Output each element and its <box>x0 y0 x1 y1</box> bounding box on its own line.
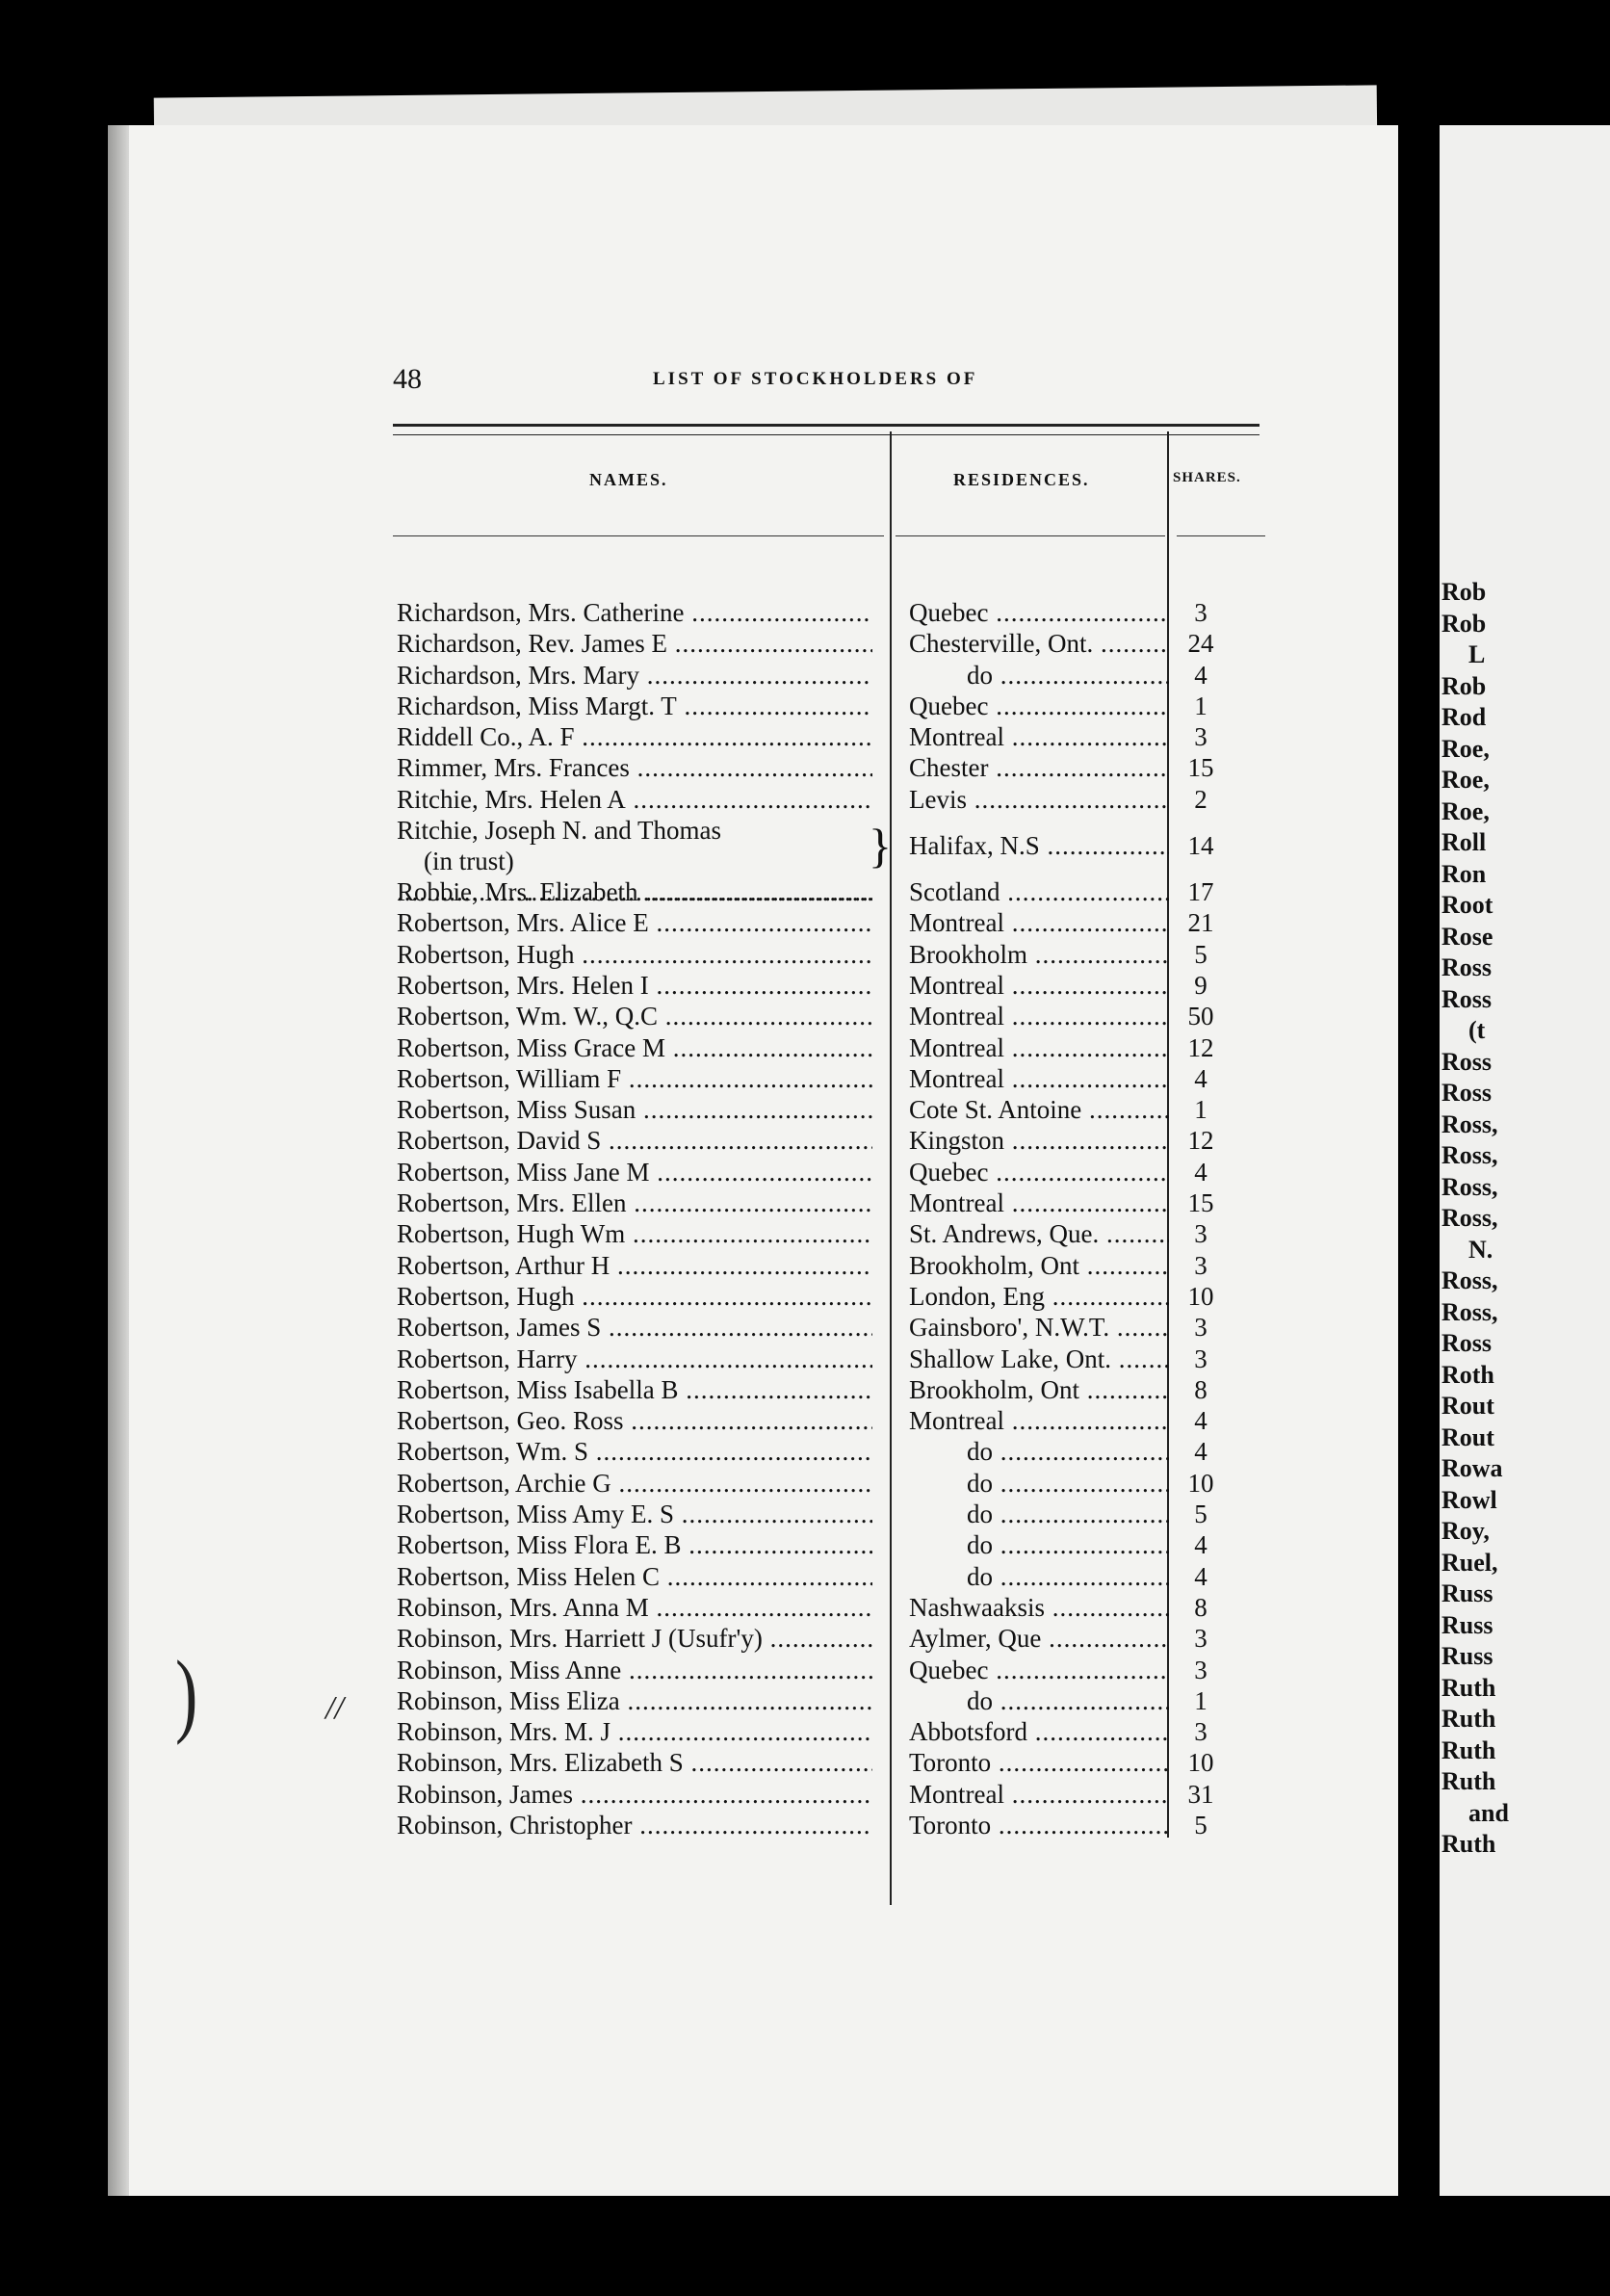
adjacent-page-fragment: Roth <box>1441 1360 1494 1389</box>
stockholder-name <box>397 1810 872 1840</box>
residence-text: Toronto ..... <box>909 1748 1169 1777</box>
shares-count: 3 <box>1194 598 1208 627</box>
adjacent-page-fragment: Ross, <box>1441 1297 1498 1326</box>
table-row <box>397 1032 1263 1063</box>
adjacent-page-fragment: Ross <box>1441 953 1493 981</box>
residence-text: Quebec ..... <box>909 1158 1169 1187</box>
stockholder-name <box>397 1218 872 1249</box>
stockholder-name-text: Robertson, Archie G ..... <box>397 1469 872 1498</box>
residence <box>909 1810 1169 1840</box>
stockholder-name <box>397 752 872 783</box>
residence-text: Quebec ..... <box>909 598 1169 627</box>
residence-text: Cote St. Antoine ..... <box>909 1095 1169 1124</box>
residence <box>909 752 1169 783</box>
residence <box>909 1001 1169 1031</box>
shares-count: 3 <box>1194 1344 1208 1373</box>
shares-count: 1 <box>1194 691 1208 720</box>
stockholder-name <box>397 628 872 659</box>
stockholder-name <box>397 1499 872 1529</box>
stockholder-name-text: Robertson, Mrs. Ellen ..... <box>397 1188 872 1217</box>
adjacent-page-fragment: and <box>1468 1798 1509 1827</box>
residence-text: do ..... <box>909 1530 1169 1559</box>
adjacent-page <box>1440 125 1610 2196</box>
table-row <box>397 876 1263 907</box>
residence <box>909 1125 1169 1156</box>
adjacent-page-fragment: Russ <box>1441 1642 1493 1670</box>
residence <box>909 691 1169 721</box>
running-title: LIST OF STOCKHOLDERS OF <box>653 369 978 389</box>
residence <box>909 721 1169 752</box>
adjacent-page-fragment: Rob <box>1441 578 1487 606</box>
shares-count: 5 <box>1194 939 1208 969</box>
residence <box>909 1374 1169 1405</box>
residence <box>909 1499 1169 1529</box>
stockholder-name <box>397 1344 872 1374</box>
table-row <box>397 1529 1263 1560</box>
residence-text: Montreal ..... <box>909 1064 1169 1093</box>
stockholder-name-text: Robertson, Miss Amy E. S ..... <box>397 1500 872 1528</box>
residence <box>909 970 1169 1001</box>
adjacent-page-fragment: L <box>1468 640 1486 668</box>
residence <box>909 830 1169 861</box>
adjacent-page-fragment: Ruel, <box>1441 1548 1498 1577</box>
stockholder-name-continuation: (in trust) ..... <box>397 847 872 906</box>
stockholder-name-text: Robertson, James S ..... <box>397 1313 872 1342</box>
stockholder-name <box>397 1655 872 1685</box>
table-row <box>397 721 1263 752</box>
stockholder-name <box>397 1468 872 1499</box>
adjacent-page-fragment: Rob <box>1441 609 1487 638</box>
table-row <box>397 1218 1263 1249</box>
residence <box>909 1094 1169 1125</box>
stockholder-name-text: Richardson, Mrs. Catherine ..... <box>397 598 872 627</box>
stockholder-name <box>397 1436 872 1467</box>
residence-text: Kingston ..... <box>909 1126 1169 1155</box>
page-binding-edge <box>108 125 129 2196</box>
adjacent-page-fragment: Ross <box>1441 1329 1493 1357</box>
residence <box>909 939 1169 970</box>
stockholder-name <box>397 1779 872 1810</box>
stockholder-name-text: Richardson, Miss Margt. T ..... <box>397 691 872 720</box>
shares-count: 3 <box>1194 722 1208 752</box>
stockholder-name-text: Robertson, Hugh Wm ..... <box>397 1219 872 1248</box>
adjacent-page-fragment: Ross <box>1441 984 1493 1013</box>
stockholder-name <box>397 1281 872 1312</box>
residence-text: Montreal ..... <box>909 722 1169 751</box>
residence <box>909 1529 1169 1560</box>
table-row <box>397 1561 1263 1592</box>
table-row <box>397 1685 1263 1716</box>
residence <box>909 1592 1169 1623</box>
stockholder-name-text: Robinson, Mrs. Anna M ..... <box>397 1593 872 1622</box>
stockholder-name-text: Robertson, Miss Jane M ..... <box>397 1158 872 1187</box>
stockholder-name-text: Robertson, Harry ..... <box>397 1344 872 1373</box>
stockholder-name <box>397 1405 872 1436</box>
stockholder-name-text: Robertson, Wm. W., Q.C ..... <box>397 1002 872 1031</box>
adjacent-page-fragment: (t <box>1468 1016 1486 1044</box>
shares-count: 10 <box>1187 1748 1214 1778</box>
shares-count: 1 <box>1194 1095 1208 1125</box>
stockholder-name <box>397 1623 872 1654</box>
residence-text: do ..... <box>909 1562 1169 1591</box>
residence-text: Brookholm ..... <box>909 940 1169 969</box>
table-row <box>397 1344 1263 1374</box>
shares-count: 4 <box>1194 1437 1208 1467</box>
shares-count: 31 <box>1187 1779 1214 1809</box>
stockholder-name-text: Robertson, William F ..... <box>397 1064 872 1093</box>
shares-count: 14 <box>1187 831 1214 861</box>
stockholder-name-text: Robertson, Geo. Ross ..... <box>397 1406 872 1435</box>
shares-count: 5 <box>1194 1810 1208 1839</box>
stockholder-table <box>397 597 1263 1840</box>
stockholder-name-text: Robbie, Mrs. Elizabeth ..... <box>397 877 872 906</box>
stockholder-name-text: Ritchie, Mrs. Helen A ..... <box>397 785 872 814</box>
adjacent-page-fragment: Roy, <box>1441 1517 1490 1545</box>
residence-text: do ..... <box>909 1437 1169 1466</box>
stockholder-name-text: Robertson, Miss Susan ..... <box>397 1095 872 1124</box>
table-row <box>397 1125 1263 1156</box>
adjacent-page-fragment: N. <box>1468 1235 1493 1264</box>
stockholder-name <box>397 1187 872 1218</box>
shares-count: 4 <box>1194 660 1208 690</box>
shares-count: 15 <box>1187 753 1214 783</box>
page-header <box>393 352 1259 409</box>
stockholder-name <box>397 907 872 938</box>
adjacent-page-fragment: Roe, <box>1441 796 1490 825</box>
residence <box>909 876 1169 907</box>
stockholder-name-text: Robertson, David S ..... <box>397 1126 872 1155</box>
adjacent-page-fragment: Ross <box>1441 1079 1493 1107</box>
table-row <box>397 815 1263 876</box>
table-row <box>397 597 1263 628</box>
residence <box>909 1561 1169 1592</box>
adjacent-page-fragment: Russ <box>1441 1579 1493 1607</box>
adjacent-page-fragment: Ron <box>1441 859 1487 888</box>
shares-count: 10 <box>1187 1468 1214 1498</box>
shares-count: 1 <box>1194 1685 1208 1715</box>
table-row <box>397 1499 1263 1529</box>
adjacent-page-fragment: Ruth <box>1441 1705 1496 1733</box>
residence-text: Chesterville, Ont. ..... <box>909 629 1169 658</box>
residences-underline <box>896 535 1165 536</box>
stockholder-name <box>397 1157 872 1187</box>
residence <box>909 1685 1169 1716</box>
table-row <box>397 1281 1263 1312</box>
adjacent-page-fragment: Ross <box>1441 1047 1493 1076</box>
stockholder-name <box>397 660 872 691</box>
stockholder-name <box>397 1094 872 1125</box>
table-row <box>397 1436 1263 1467</box>
residence <box>909 784 1169 815</box>
residence-text: Gainsboro', N.W.T. ..... <box>909 1313 1169 1342</box>
table-row <box>397 1623 1263 1654</box>
shares-count: 3 <box>1194 1624 1208 1654</box>
stockholder-name <box>397 1001 872 1031</box>
residence-text: Montreal ..... <box>909 1188 1169 1217</box>
shares-count: 4 <box>1194 1530 1208 1560</box>
residence <box>909 1187 1169 1218</box>
shares-count: 12 <box>1187 1126 1214 1156</box>
residence-text: Montreal ..... <box>909 971 1169 1000</box>
stockholder-name <box>397 597 872 628</box>
stockholder-name <box>397 1063 872 1094</box>
residence <box>909 1655 1169 1685</box>
stockholder-name-text: Robertson, Mrs. Alice E ..... <box>397 908 872 937</box>
shares-count: 4 <box>1194 1063 1208 1093</box>
table-row <box>397 628 1263 659</box>
stockholder-name <box>397 1312 872 1343</box>
table-row <box>397 1779 1263 1810</box>
residence-text: Montreal ..... <box>909 1033 1169 1062</box>
stockholder-name-text: Richardson, Mrs. Mary ..... <box>397 661 872 690</box>
stockholder-name <box>397 1592 872 1623</box>
stockholder-name-text: Robertson, Miss Helen C ..... <box>397 1562 872 1591</box>
stockholder-name-text: Robinson, Mrs. Elizabeth S ..... <box>397 1748 872 1777</box>
stockholder-name <box>397 1250 872 1281</box>
residence-text: Abbotsford ..... <box>909 1717 1169 1746</box>
shares-count: 4 <box>1194 1157 1208 1187</box>
stockholder-name <box>397 1716 872 1747</box>
residence <box>909 597 1169 628</box>
column-header-names: NAMES. <box>589 470 668 489</box>
residence-text: do ..... <box>909 1686 1169 1715</box>
adjacent-page-fragment: Ross, <box>1441 1172 1498 1201</box>
table-row <box>397 752 1263 783</box>
residence-text: Shallow Lake, Ont. ..... <box>909 1344 1169 1373</box>
names-underline <box>393 535 884 536</box>
residence-text: Quebec ..... <box>909 691 1169 720</box>
shares-count: 12 <box>1187 1032 1214 1062</box>
adjacent-page-fragment: Ruth <box>1441 1735 1496 1764</box>
shares-count: 24 <box>1187 629 1214 659</box>
shares-count: 2 <box>1194 784 1208 814</box>
adjacent-page-fragment: Roe, <box>1441 766 1490 794</box>
residence <box>909 660 1169 691</box>
table-row <box>397 939 1263 970</box>
residence <box>909 1281 1169 1312</box>
residence <box>909 1716 1169 1747</box>
residence-text: Brookholm, Ont ..... <box>909 1375 1169 1404</box>
table-row <box>397 1716 1263 1747</box>
shares-count: 17 <box>1187 877 1214 907</box>
adjacent-page-fragment: Ruth <box>1441 1767 1496 1795</box>
adjacent-page-fragment: Ross, <box>1441 1204 1498 1232</box>
table-row <box>397 1747 1263 1778</box>
adjacent-page-fragment: Ross, <box>1441 1266 1498 1294</box>
adjacent-page-fragment: Russ <box>1441 1610 1493 1639</box>
stockholder-name-text: Ritchie, Joseph N. and Thomas <box>397 816 721 846</box>
adjacent-page-fragment: Rod <box>1441 703 1487 731</box>
table-row <box>397 907 1263 938</box>
table-row <box>397 1001 1263 1031</box>
residence-text: Brookholm, Ont ..... <box>909 1251 1169 1280</box>
adjacent-page-fragment: Root <box>1441 891 1493 919</box>
table-row <box>397 660 1263 691</box>
brace-mark: } <box>869 819 892 874</box>
margin-pencil-mark: // <box>325 1690 344 1726</box>
residence-text: Aylmer, Que ..... <box>909 1624 1169 1653</box>
stockholder-name-text: Robinson, James ..... <box>397 1780 872 1809</box>
residence-text: Nashwaaksis ..... <box>909 1593 1169 1622</box>
stockholder-name <box>397 721 872 752</box>
shares-count: 15 <box>1187 1188 1214 1218</box>
residence <box>909 1312 1169 1343</box>
shares-count: 3 <box>1194 1655 1208 1684</box>
shares-count: 3 <box>1194 1313 1208 1343</box>
stockholder-name <box>397 1561 872 1592</box>
stockholder-name-text: Rimmer, Mrs. Frances ..... <box>397 753 872 782</box>
residence-text: St. Andrews, Que. ..... <box>909 1219 1169 1248</box>
residence-text: Halifax, N.S ..... <box>909 831 1169 860</box>
adjacent-page-fragment: Rob <box>1441 671 1487 700</box>
shares-underline <box>1177 535 1265 536</box>
table-row <box>397 1374 1263 1405</box>
adjacent-page-fragments <box>1440 125 1610 2196</box>
residence <box>909 1344 1169 1374</box>
residence <box>909 1747 1169 1778</box>
stockholder-name-text: Robinson, Mrs. Harriett J (Usufr'y) ..... <box>397 1624 872 1653</box>
shares-count: 8 <box>1194 1374 1208 1404</box>
adjacent-page-fragment: Rose <box>1441 922 1493 951</box>
table-row <box>397 1655 1263 1685</box>
table-row <box>397 1187 1263 1218</box>
adjacent-page-fragment: Ruth <box>1441 1673 1496 1702</box>
table-row <box>397 691 1263 721</box>
stockholder-name <box>397 1374 872 1405</box>
residence <box>909 1623 1169 1654</box>
table-row <box>397 1592 1263 1623</box>
shares-count: 5 <box>1194 1500 1208 1529</box>
column-header-shares: SHARES. <box>1173 470 1241 485</box>
shares-count: 4 <box>1194 1406 1208 1436</box>
table-row <box>397 784 1263 815</box>
residence-text: Scotland ..... <box>909 877 1169 906</box>
residence-text: do ..... <box>909 661 1169 690</box>
residence-text: London, Eng ..... <box>909 1282 1169 1311</box>
shares-count: 3 <box>1194 1219 1208 1249</box>
stockholder-name <box>397 1529 872 1560</box>
margin-bracket-mark: ) <box>175 1642 198 1747</box>
residence-text: Montreal ..... <box>909 908 1169 937</box>
residence-text: Montreal ..... <box>909 1002 1169 1031</box>
residence <box>909 1157 1169 1187</box>
residence-text: do ..... <box>909 1500 1169 1528</box>
table-row <box>397 1250 1263 1281</box>
residence-text: Chester ..... <box>909 753 1169 782</box>
table-row <box>397 1312 1263 1343</box>
table-row <box>397 1094 1263 1125</box>
table-row <box>397 1468 1263 1499</box>
table-row <box>397 1810 1263 1840</box>
residence <box>909 628 1169 659</box>
stockholder-name <box>397 1747 872 1778</box>
stockholder-name <box>397 1125 872 1156</box>
table-row <box>397 1157 1263 1187</box>
header-rule <box>393 424 1259 435</box>
residence-text: Montreal ..... <box>909 1780 1169 1809</box>
stockholder-name-text: Robinson, Christopher ..... <box>397 1811 872 1839</box>
residence-text: Quebec ..... <box>909 1656 1169 1684</box>
stockholder-name <box>397 1032 872 1063</box>
stockholder-name-text: Robertson, Hugh ..... <box>397 1282 872 1311</box>
shares-count: 8 <box>1194 1592 1208 1622</box>
residence <box>909 1468 1169 1499</box>
adjacent-page-fragment: Rout <box>1441 1392 1494 1420</box>
stockholder-name <box>397 784 872 815</box>
residence-text: Montreal ..... <box>909 1406 1169 1435</box>
adjacent-page-fragment: Roll <box>1441 828 1487 856</box>
stockholder-name <box>397 970 872 1001</box>
stockholder-name <box>397 876 872 907</box>
adjacent-page-fragment: Rout <box>1441 1422 1494 1451</box>
stockholder-name-text: Richardson, Rev. James E ..... <box>397 629 872 658</box>
stockholder-name <box>397 1685 872 1716</box>
shares-count: 50 <box>1187 1002 1214 1031</box>
shares-count: 10 <box>1187 1281 1214 1311</box>
residence <box>909 907 1169 938</box>
table-row <box>397 1063 1263 1094</box>
shares-count: 21 <box>1187 908 1214 938</box>
stockholder-name-text: Robertson, Wm. S ..... <box>397 1437 872 1466</box>
adjacent-page-fragment: Rowl <box>1441 1485 1497 1514</box>
stockholder-name <box>397 939 872 970</box>
stockholder-name-text: Robertson, Arthur H ..... <box>397 1251 872 1280</box>
stockholder-name-text: Robinson, Miss Eliza ..... <box>397 1686 872 1715</box>
stockholder-name-text: Robinson, Miss Anne ..... <box>397 1656 872 1684</box>
adjacent-page-fragment: Ross, <box>1441 1109 1498 1138</box>
residence-text: do ..... <box>909 1469 1169 1498</box>
residence <box>909 1779 1169 1810</box>
residence <box>909 1218 1169 1249</box>
page-number: 48 <box>393 363 422 395</box>
shares-count: 3 <box>1194 1250 1208 1280</box>
adjacent-page-fragment: Rowa <box>1441 1454 1503 1482</box>
stockholder-name-text: Robertson, Hugh ..... <box>397 940 872 969</box>
column-header-residences: RESIDENCES. <box>953 470 1090 489</box>
stockholder-name-text: Robertson, Mrs. Helen I ..... <box>397 971 872 1000</box>
residence-text: Levis ..... <box>909 785 1169 814</box>
residence <box>909 1250 1169 1281</box>
adjacent-page-fragment: Ruth <box>1441 1830 1496 1858</box>
residence <box>909 1032 1169 1063</box>
stockholder-name-text: Robertson, Miss Grace M ..... <box>397 1033 872 1062</box>
stockholder-name-text: Robertson, Miss Flora E. B ..... <box>397 1530 872 1559</box>
shares-count: 9 <box>1194 970 1208 1000</box>
shares-count: 4 <box>1194 1561 1208 1591</box>
stockholder-name-text: Riddell Co., A. F ..... <box>397 722 872 751</box>
table-row <box>397 970 1263 1001</box>
residence-text: Toronto ..... <box>909 1811 1169 1839</box>
adjacent-page-fragment: Ross, <box>1441 1141 1498 1169</box>
residence <box>909 1063 1169 1094</box>
stockholder-name-text: Robertson, Miss Isabella B ..... <box>397 1375 872 1404</box>
shares-count: 3 <box>1194 1717 1208 1747</box>
residence <box>909 1405 1169 1436</box>
table-row <box>397 1405 1263 1436</box>
stockholder-name-text: Robinson, Mrs. M. J ..... <box>397 1717 872 1746</box>
stockholder-name <box>397 691 872 721</box>
adjacent-page-fragment: Roe, <box>1441 734 1490 763</box>
residence <box>909 1436 1169 1467</box>
